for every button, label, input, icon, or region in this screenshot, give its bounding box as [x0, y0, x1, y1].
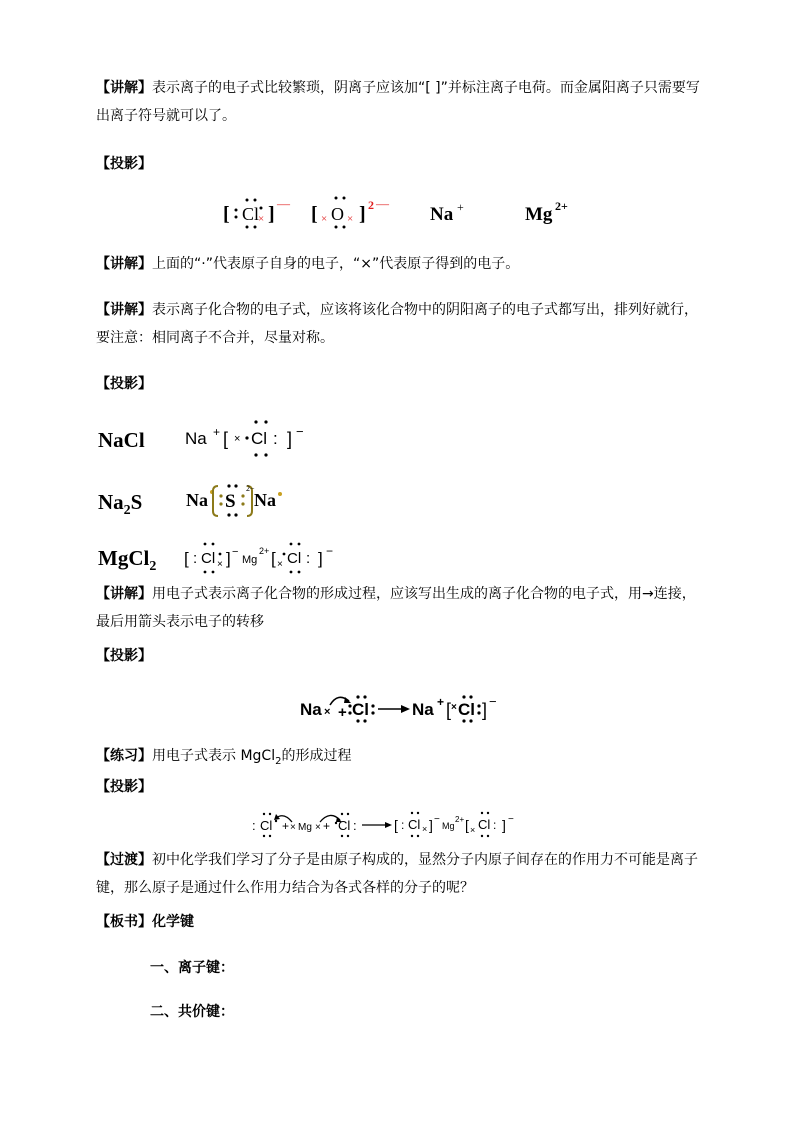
mgcl2-formation-svg [252, 808, 552, 840]
sodium-charge: + [457, 200, 464, 214]
sodium-symbol: Na [300, 700, 322, 719]
board-title: 化学键 [152, 914, 194, 930]
bracket-left: [ [465, 817, 469, 833]
chlorine-symbol: Cl [408, 817, 421, 832]
chlorine-symbol: Cl [287, 550, 302, 567]
sulfide-charge: 2− [246, 484, 255, 493]
sodium-symbol: Na [412, 700, 434, 719]
gained-electron-cross: × [277, 559, 283, 570]
chlorine-symbol: Cl [260, 818, 273, 833]
electron-dot [347, 835, 349, 837]
sulfur-symbol: S [225, 491, 236, 512]
electron-dot [241, 502, 244, 505]
electron-dot [298, 571, 301, 574]
chlorine-symbol: Cl [251, 429, 268, 448]
bracket-right: ] [268, 203, 275, 225]
electron-dot [269, 835, 271, 837]
electron-dot [356, 695, 359, 698]
electron-dot [411, 835, 413, 837]
lecture-paragraph-2 [96, 250, 702, 278]
electron-dot [204, 543, 207, 546]
practice-subscript: 2 [275, 755, 282, 767]
magnesium-symbol: Mg [525, 204, 553, 225]
electron-dot [227, 513, 230, 516]
electron-dot [487, 835, 489, 837]
section-covalent-bond: 二、共价键： [150, 1004, 234, 1020]
gained-electron-cross: × [321, 213, 328, 225]
nacl-formation-process [298, 688, 503, 728]
electron-dot [246, 226, 249, 229]
electron-dot [469, 695, 472, 698]
magnesium-electron-cross: × [290, 822, 296, 833]
bracket-left: [ [223, 429, 229, 449]
lecture-paragraph-4 [96, 580, 702, 636]
electron-dot [254, 453, 257, 456]
ion-formula-svg [215, 192, 595, 236]
mgcl2-main: MgCl [98, 546, 150, 570]
chlorine-symbol: Cl [242, 204, 260, 224]
mgcl2-subscript: 2 [149, 559, 157, 575]
magnesium-electron-cross: × [315, 822, 321, 833]
bracket-left: [ [394, 817, 398, 833]
electron-dot [363, 695, 366, 698]
charge-minus: — [376, 196, 389, 211]
electron-dot [462, 695, 465, 698]
lecture-text-3: 表示离子化合物的电子式，应该将该化合物中的阴阳离子的电子式都写出，排列好就行，要注意：相同离子不合并，尽量对称。 [96, 302, 698, 346]
reaction-arrow-head [385, 822, 392, 828]
electron-pair: : [353, 818, 357, 833]
magnesium-symbol: Mg [442, 821, 455, 831]
electron-dot [363, 719, 366, 722]
transition-paragraph [96, 846, 702, 902]
electron-dot [298, 543, 301, 546]
electron-dot [477, 704, 480, 707]
compound-na2s [98, 490, 142, 519]
magnesium-charge: 2+ [259, 546, 270, 556]
mgcl2-electron-formula [182, 540, 372, 576]
gained-electron-cross: × [451, 702, 457, 713]
electron-dot [246, 199, 249, 202]
electron-dot [227, 484, 230, 487]
practice-paragraph [96, 742, 702, 776]
oxygen-symbol: O [331, 204, 344, 224]
electron-dot [212, 571, 215, 574]
sodium-symbol: Na [430, 204, 454, 225]
electron-dot [219, 553, 222, 556]
projection-label-2: 【投影】 [96, 376, 152, 392]
electron-dot [341, 813, 343, 815]
charge-minus: − [296, 424, 304, 439]
magnesium-charge: 2+ [455, 815, 465, 824]
electron-dot [371, 704, 374, 707]
electron-dot [263, 835, 265, 837]
electron-dot [356, 719, 359, 722]
bracket-left: [ [446, 700, 452, 720]
bracket-left: [ [311, 203, 318, 225]
electron-dot [275, 820, 277, 822]
electron-dot [264, 453, 267, 456]
lecture-text-4: 用电子式表示离子化合物的形成过程，应该写出生成的离子化合物的电子式，用→连接，最后用箭头表示电子的转移 [96, 586, 696, 630]
na2s-electron-formula [184, 482, 294, 522]
compound-mgcl2 [98, 546, 156, 575]
nacl-electron-formula [183, 418, 323, 458]
chlorine-symbol: Cl [201, 550, 216, 567]
nacl-formation-svg [298, 688, 503, 728]
electron-dot [235, 209, 238, 212]
bracket-right: ] [482, 700, 488, 720]
bracket-right: ] [226, 549, 231, 568]
mgcl2-formula-svg [182, 540, 372, 576]
electron-pair: : [273, 429, 278, 448]
section-ionic-bond: 一、离子键： [150, 960, 234, 976]
bracket-left: [ [184, 549, 189, 568]
bracket-left: [ [223, 203, 230, 225]
sodium-symbol: Na [254, 490, 276, 510]
projection-label-1: 【投影】 [96, 156, 152, 172]
chlorine-symbol: Cl [352, 700, 369, 719]
electron-pair: : [252, 818, 256, 833]
electron-dot [487, 812, 489, 814]
tag-lecture: 【讲解】 [96, 586, 152, 602]
electron-dot [254, 226, 257, 229]
gained-electron-cross: × [234, 433, 241, 445]
electron-dot [335, 226, 338, 229]
magnesium-symbol: Mg [298, 822, 312, 833]
sodium-symbol: Na [186, 490, 208, 510]
electron-dot [219, 494, 222, 497]
electron-dot [235, 216, 238, 219]
electron-dot [477, 711, 480, 714]
electron-pair: : [306, 550, 311, 567]
projection-label-3: 【投影】 [96, 648, 152, 664]
sodium-charge: + [437, 695, 445, 709]
bracket-right: ] [287, 429, 293, 449]
bracket-right: ] [359, 203, 366, 225]
electron-dot [462, 719, 465, 722]
plus-sign: + [282, 819, 290, 833]
tag-lecture: 【讲解】 [96, 302, 152, 318]
magnesium-charge: 2+ [555, 199, 568, 213]
charge-two: 2 [368, 198, 374, 212]
sodium-charge: + [213, 425, 221, 439]
electron-dot [283, 553, 286, 556]
bracket-right: ] [429, 817, 433, 833]
electron-dot [290, 571, 293, 574]
lecture-paragraph-3 [96, 296, 702, 352]
charge-minus: − [489, 694, 497, 709]
tag-practice: 【练习】 [96, 748, 152, 764]
electron-dot [264, 420, 267, 423]
board-heading [96, 908, 702, 936]
charge-minus: − [508, 814, 514, 825]
tag-board: 【板书】 [96, 914, 152, 930]
electron-dot [254, 199, 257, 202]
electron-dot [341, 835, 343, 837]
electron-dot [263, 813, 265, 815]
electron-dot [269, 813, 271, 815]
chlorine-symbol: Cl [478, 817, 491, 832]
na2s-sulfur: S [130, 490, 143, 514]
electron-dot [343, 226, 346, 229]
electron-dot [245, 436, 248, 439]
chlorine-symbol: Cl [338, 818, 351, 833]
na2s-subscript: 2 [123, 503, 131, 519]
tag-transition: 【过渡】 [96, 852, 152, 868]
electron-dot [371, 711, 374, 714]
electron-dot [343, 197, 346, 200]
electron-dot [481, 812, 483, 814]
arrow-head [274, 814, 280, 820]
nacl-formula-svg [183, 418, 323, 458]
electron-dot [335, 822, 337, 824]
lecture-paragraph-1 [96, 74, 702, 130]
bracket-left-shape [213, 486, 218, 516]
charge-minus: — [277, 196, 290, 211]
bracket-right: ] [318, 549, 323, 568]
electron-dot [254, 420, 257, 423]
electron-pair: : [493, 818, 497, 832]
electron-dot [204, 571, 207, 574]
practice-text-b: 的形成过程 [281, 748, 352, 764]
gained-electron-cross: × [470, 825, 476, 835]
charge-minus: − [434, 814, 440, 825]
lecture-text-1: 表示离子的电子式比较繁琐，阴离子应该加“[ ]”并标注离子电荷。而金属阳离子只需要写出离子符号就可以了。 [96, 80, 700, 124]
electron-dot [411, 812, 413, 814]
practice-text-a: 用电子式表示 MgCl [152, 748, 276, 764]
electron-dot [260, 207, 263, 210]
magnesium-symbol: Mg [242, 554, 258, 566]
electron-dot [417, 835, 419, 837]
electron-dot [234, 484, 237, 487]
lecture-text-2: 上面的“·”代表原子自身的电子，“×”代表原子得到的电子。 [152, 256, 520, 272]
arrow-head [344, 697, 351, 703]
tag-lecture: 【讲解】 [96, 80, 152, 96]
electron-dot [278, 492, 282, 496]
gained-electron-cross: × [422, 824, 428, 834]
electron-dot [212, 543, 215, 546]
electron-dot [481, 835, 483, 837]
ion-electron-formulas [215, 192, 595, 236]
electron-pair: : [193, 550, 198, 567]
electron-dot [469, 719, 472, 722]
electron-pair: : [401, 818, 405, 832]
transition-text: 初中化学我们学习了分子是由原子构成的，显然分子内原子间存在的作用力不可能是离子键，那么原子是通过什么作用力结合为各式各样的分子的呢？ [96, 852, 698, 896]
na2s-main: Na [98, 490, 124, 514]
tag-lecture: 【讲解】 [96, 256, 152, 272]
bracket-left: [ [271, 549, 276, 568]
projection-label-4: 【投影】 [96, 779, 152, 795]
sodium-symbol: Na [185, 429, 207, 448]
gained-electron-cross: × [217, 559, 223, 570]
electron-dot [335, 197, 338, 200]
compound-nacl: NaCl [98, 428, 145, 452]
na2s-formula-svg [184, 482, 294, 522]
plus-sign: + [338, 704, 347, 721]
electron-dot [234, 513, 237, 516]
electron-dot [219, 502, 222, 505]
plus-sign: + [323, 819, 331, 833]
electron-dot [417, 812, 419, 814]
chlorine-symbol: Cl [458, 700, 475, 719]
electron-dot [241, 494, 244, 497]
electron-dot [347, 813, 349, 815]
gained-electron-cross: × [258, 213, 265, 225]
sodium-electron-cross: × [324, 706, 331, 718]
reaction-arrow-head [401, 705, 410, 713]
charge-minus: − [232, 546, 239, 558]
bracket-right: ] [502, 817, 506, 833]
charge-minus: − [326, 544, 334, 558]
gained-electron-cross: × [347, 213, 354, 225]
electron-dot [290, 543, 293, 546]
mgcl2-formation-process [252, 808, 552, 840]
